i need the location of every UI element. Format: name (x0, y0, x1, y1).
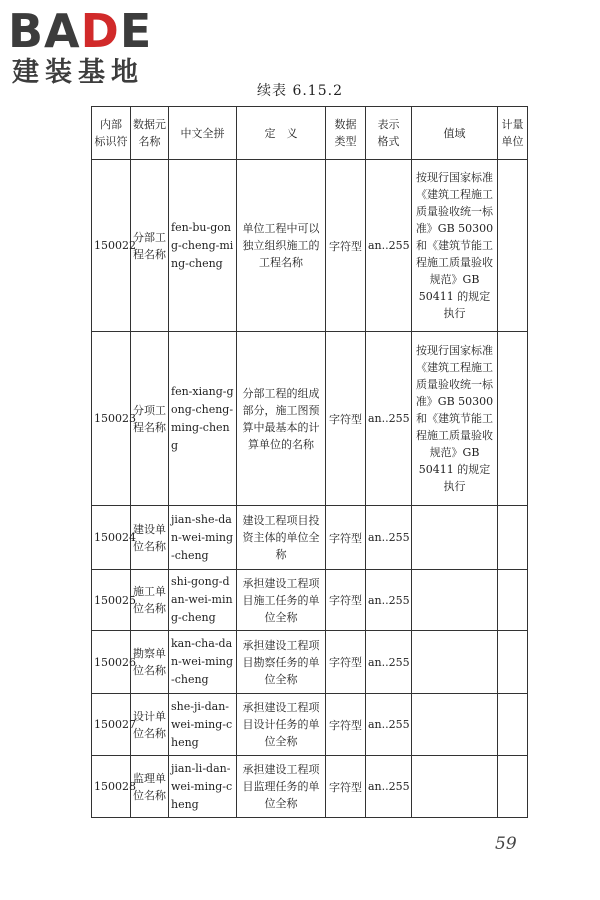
definition-cell: 承担建设工程项目施工任务的单位全称 (237, 570, 326, 631)
unit-cell (498, 631, 528, 694)
unit-cell (498, 160, 528, 332)
data-element-table (91, 106, 528, 818)
table-row (92, 160, 528, 332)
column-header: 计量 单位 (498, 107, 528, 160)
type-cell: 字符型 (326, 160, 366, 332)
domain-cell (412, 570, 498, 631)
pinyin-cell: fen-xiang-gong-cheng-ming-cheng (169, 332, 237, 506)
type-cell: 字符型 (326, 332, 366, 506)
definition-cell: 承担建设工程项目设计任务的单位全称 (237, 694, 326, 756)
name-cell: 施工单位名称 (131, 570, 169, 631)
definition-cell: 承担建设工程项目监理任务的单位全称 (237, 756, 326, 818)
table-row (92, 332, 528, 506)
domain-cell (412, 756, 498, 818)
format-cell: an..255 (366, 570, 412, 631)
format-cell: an..255 (366, 631, 412, 694)
definition-cell: 分部工程的组成部分，施工图预算中最基本的计算单位的名称 (237, 332, 326, 506)
logo-subtitle: 建装基地 (12, 57, 144, 88)
name-cell: 分项工程名称 (131, 332, 169, 506)
unit-cell (498, 506, 528, 570)
unit-cell (498, 756, 528, 818)
column-header: 值域 (412, 107, 498, 160)
pinyin-cell: jian-li-dan-wei-ming-cheng (169, 756, 237, 818)
unit-cell (498, 570, 528, 631)
pinyin-cell: shi-gong-dan-wei-ming-cheng (169, 570, 237, 631)
type-cell: 字符型 (326, 631, 366, 694)
domain-cell: 按现行国家标准《建筑工程施工质量验收统一标准》GB 50300 和《建筑节能工程施工质量验收规范》GB 50411 的规定执行 (412, 332, 498, 506)
table-caption: 续表 6.15.2 (257, 83, 343, 99)
format-cell: an..255 (366, 332, 412, 506)
domain-cell (412, 631, 498, 694)
id-cell: 150022 (92, 160, 131, 332)
column-header: 定 义 (237, 107, 326, 160)
unit-cell (498, 694, 528, 756)
definition-cell: 单位工程中可以独立组织施工的工程名称 (237, 160, 326, 332)
name-cell: 勘察单位名称 (131, 631, 169, 694)
logo-word-left: BA (8, 4, 81, 58)
column-header: 中文全拼 (169, 107, 237, 160)
column-header: 表示 格式 (366, 107, 412, 160)
table-row (92, 756, 528, 818)
definition-cell: 承担建设工程项目勘察任务的单位全称 (237, 631, 326, 694)
pinyin-cell: kan-cha-dan-wei-ming-cheng (169, 631, 237, 694)
name-cell: 设计单位名称 (131, 694, 169, 756)
column-header: 数据 类型 (326, 107, 366, 160)
column-header: 内部 标识符 (92, 107, 131, 160)
column-header: 数据元 名称 (131, 107, 169, 160)
format-cell: an..255 (366, 506, 412, 570)
id-cell: 150023 (92, 332, 131, 506)
table-row (92, 570, 528, 631)
id-cell: 150027 (92, 694, 131, 756)
id-cell: 150024 (92, 506, 131, 570)
pinyin-cell: fen-bu-gong-cheng-ming-cheng (169, 160, 237, 332)
type-cell: 字符型 (326, 570, 366, 631)
definition-cell: 建设工程项目投资主体的单位全称 (237, 506, 326, 570)
page-number: 59 (495, 834, 517, 854)
id-cell: 150028 (92, 756, 131, 818)
type-cell: 字符型 (326, 506, 366, 570)
domain-cell (412, 694, 498, 756)
name-cell: 建设单位名称 (131, 506, 169, 570)
name-cell: 监理单位名称 (131, 756, 169, 818)
table-row (92, 506, 528, 570)
header-row (92, 107, 528, 160)
format-cell: an..255 (366, 160, 412, 332)
id-cell: 150026 (92, 631, 131, 694)
type-cell: 字符型 (326, 756, 366, 818)
pinyin-cell: she-ji-dan-wei-ming-cheng (169, 694, 237, 756)
pinyin-cell: jian-she-dan-wei-ming-cheng (169, 506, 237, 570)
logo-word-accent: D (80, 4, 120, 58)
name-cell: 分部工程名称 (131, 160, 169, 332)
logo-word-right: E (119, 4, 153, 58)
logo-wordmark (8, 6, 178, 56)
table-row (92, 694, 528, 756)
unit-cell (498, 332, 528, 506)
domain-cell (412, 506, 498, 570)
type-cell: 字符型 (326, 694, 366, 756)
table-row (92, 631, 528, 694)
domain-cell: 按现行国家标准《建筑工程施工质量验收统一标准》GB 50300 和《建筑节能工程施工质量验收规范》GB 50411 的规定执行 (412, 160, 498, 332)
format-cell: an..255 (366, 694, 412, 756)
id-cell: 150025 (92, 570, 131, 631)
format-cell: an..255 (366, 756, 412, 818)
